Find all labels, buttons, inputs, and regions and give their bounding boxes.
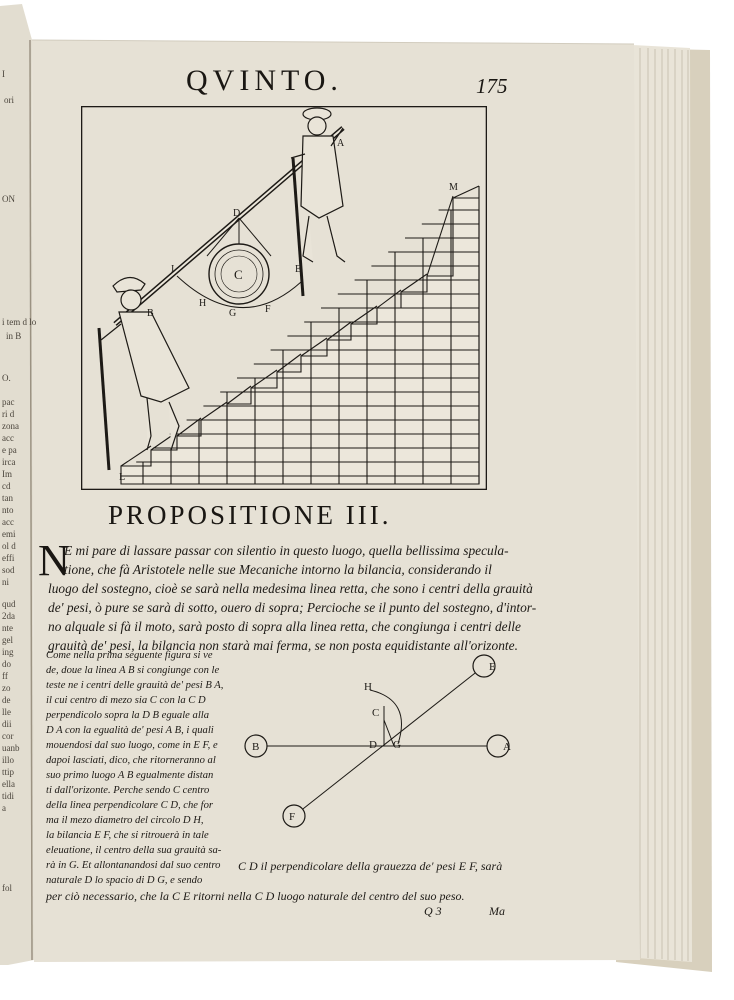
left-fragment: dii	[2, 719, 12, 729]
left-fragment: cd	[2, 481, 11, 491]
body-line: no alquale si fà il moto, sarà posto di sopra alla linea retta, che congiunga i centri delle	[48, 619, 521, 634]
left-fragment: tidi	[2, 791, 15, 801]
woodcut-label: D	[233, 208, 241, 219]
left-fragment: ori	[4, 95, 14, 105]
body-line: E mi pare di lassare passar con silentio in questo luogo, quella bellissima specula-	[64, 543, 509, 558]
left-fragment: nto	[2, 505, 14, 515]
left-fragment: sod	[2, 565, 15, 575]
body-line: luogo del sostegno, cioè se sarà nella medesima linea retta, che sono i centri della grauità	[48, 581, 533, 596]
woodcut-label: G	[229, 308, 237, 319]
column-line: teste ne i centri delle grauità de' pesi B A,	[46, 680, 224, 691]
left-fragment: emi	[2, 529, 16, 539]
left-fragment: i tem d lo	[2, 317, 37, 327]
left-fragment: acc	[2, 517, 14, 527]
column-line: Come nella prima seguente figura si ve	[46, 650, 213, 661]
woodcut-illustration	[81, 106, 487, 490]
woodcut-label: H	[199, 298, 207, 309]
column-line: della linea perpendicolare C D, che for	[46, 800, 214, 811]
page-number: 175	[476, 74, 508, 98]
left-fragment: O.	[2, 373, 11, 383]
column-line: D A con la egualità de' pesi A B, i quali	[46, 725, 214, 736]
diagram-label: B	[252, 741, 260, 753]
body-line: C D il perpendicolare della grauezza de' pesi E F, sarà	[238, 859, 503, 873]
column-line: ti dall'orizonte. Perche sendo C centro	[46, 785, 210, 796]
left-fragment: ol d	[2, 541, 16, 551]
left-fragment: e pa	[2, 445, 17, 455]
left-fragment: ni	[2, 577, 10, 587]
left-fragment: uanb	[2, 743, 20, 753]
left-fragment: nte	[2, 623, 13, 633]
woodcut-label: B	[147, 308, 154, 319]
column-line: naturale D lo spacio di D G, e sendo	[46, 875, 203, 886]
woodcut-label: E	[295, 264, 302, 275]
left-fragment: ri d	[2, 409, 15, 419]
catchword: Ma	[489, 904, 505, 918]
diagram-label: E	[489, 661, 496, 673]
staff-left	[99, 328, 109, 470]
left-fragment: illo	[2, 755, 15, 765]
body-line: tione, che fà Aristotele nelle sue Mecaniche intorno la bilancia, considerando il	[64, 562, 492, 577]
left-fragment: tan	[2, 493, 13, 503]
left-fragment: zona	[2, 421, 19, 431]
column-line: il cui centro di mezo sia C con la C D	[46, 695, 206, 706]
left-fragment: I	[2, 69, 5, 79]
left-fragment: gel	[2, 635, 13, 645]
column-line: ma il mezo diametro del circolo D H,	[46, 815, 204, 826]
left-fragment: a	[2, 803, 6, 813]
left-fragment: zo	[2, 683, 11, 693]
left-fragment: qud	[2, 599, 16, 609]
left-fragment: de	[2, 695, 11, 705]
proposition-title: PROPOSITIONE III.	[108, 500, 392, 530]
diagram-label: A	[503, 741, 511, 753]
left-fragment: ella	[2, 779, 15, 789]
column-line: eleuatione, il centro della sua grauità sa-	[46, 845, 222, 856]
woodcut-label: C	[234, 267, 243, 282]
left-fragment: ing	[2, 647, 14, 657]
woodcut-label: L	[119, 472, 126, 483]
woodcut-label: I	[171, 264, 175, 275]
left-fragment: ttip	[2, 767, 15, 777]
diagram-label: G	[393, 739, 401, 751]
lower-figure	[101, 277, 189, 450]
left-fragment: ff	[2, 671, 8, 681]
left-fragment: Im	[2, 469, 12, 479]
left-fragment: in B	[6, 331, 22, 341]
body-line: grauità de' pesi, la bilancia non starà mai ferma, se non posta equidistante all'orizonte.	[48, 638, 518, 653]
diagram-label: F	[289, 811, 296, 823]
woodcut-label: F	[265, 304, 271, 315]
left-fragment: pac	[2, 397, 15, 407]
signature-mark: Q 3	[424, 904, 442, 918]
woodcut-label: A	[337, 138, 345, 149]
column-line: suo primo luogo A B egualmente distan	[46, 770, 214, 781]
column-line: de, doue la linea A B si congiunge con le	[46, 665, 220, 676]
column-line: dapoi lasciati, dico, che ritorneranno al	[46, 755, 216, 766]
line-FE	[294, 666, 484, 816]
body-line: de' pesi, ò pure se sarà di sotto, ouero di sopra; Percioche se il punto del sostegno, d'intor-	[48, 600, 537, 615]
column-line: perpendicolo sopra la D B eguale alla	[46, 710, 210, 721]
woodcut-label: M	[449, 182, 458, 193]
diagram-label: D	[369, 739, 377, 751]
left-fragment: acc	[2, 433, 14, 443]
left-fragment: do	[2, 659, 11, 669]
drop-cap: N	[38, 536, 70, 585]
diagram-label: H	[364, 681, 372, 693]
left-fragment: irca	[2, 457, 16, 467]
left-fragment: cor	[2, 731, 14, 741]
running-head: QVINTO.	[186, 64, 343, 97]
left-fragment: lle	[2, 707, 11, 717]
left-fragment: 2da	[2, 611, 15, 621]
balance-diagram	[236, 644, 520, 844]
left-fragment: effi	[2, 553, 15, 563]
diagram-label: C	[372, 707, 380, 719]
column-line: la bilancia E F, che si ritrouerà in tale	[46, 830, 209, 841]
left-fragment: ON	[2, 194, 15, 204]
body-line: per ciò necessario, che la C E ritorni nella C D luogo naturale del centro del suo peso.	[46, 889, 465, 903]
column-line: mouendosi dal suo luogo, come in E F, e	[46, 740, 218, 751]
column-line: rà in G. Et allontanandosi dal suo centro	[46, 860, 221, 871]
left-fragment: fol	[2, 883, 12, 893]
